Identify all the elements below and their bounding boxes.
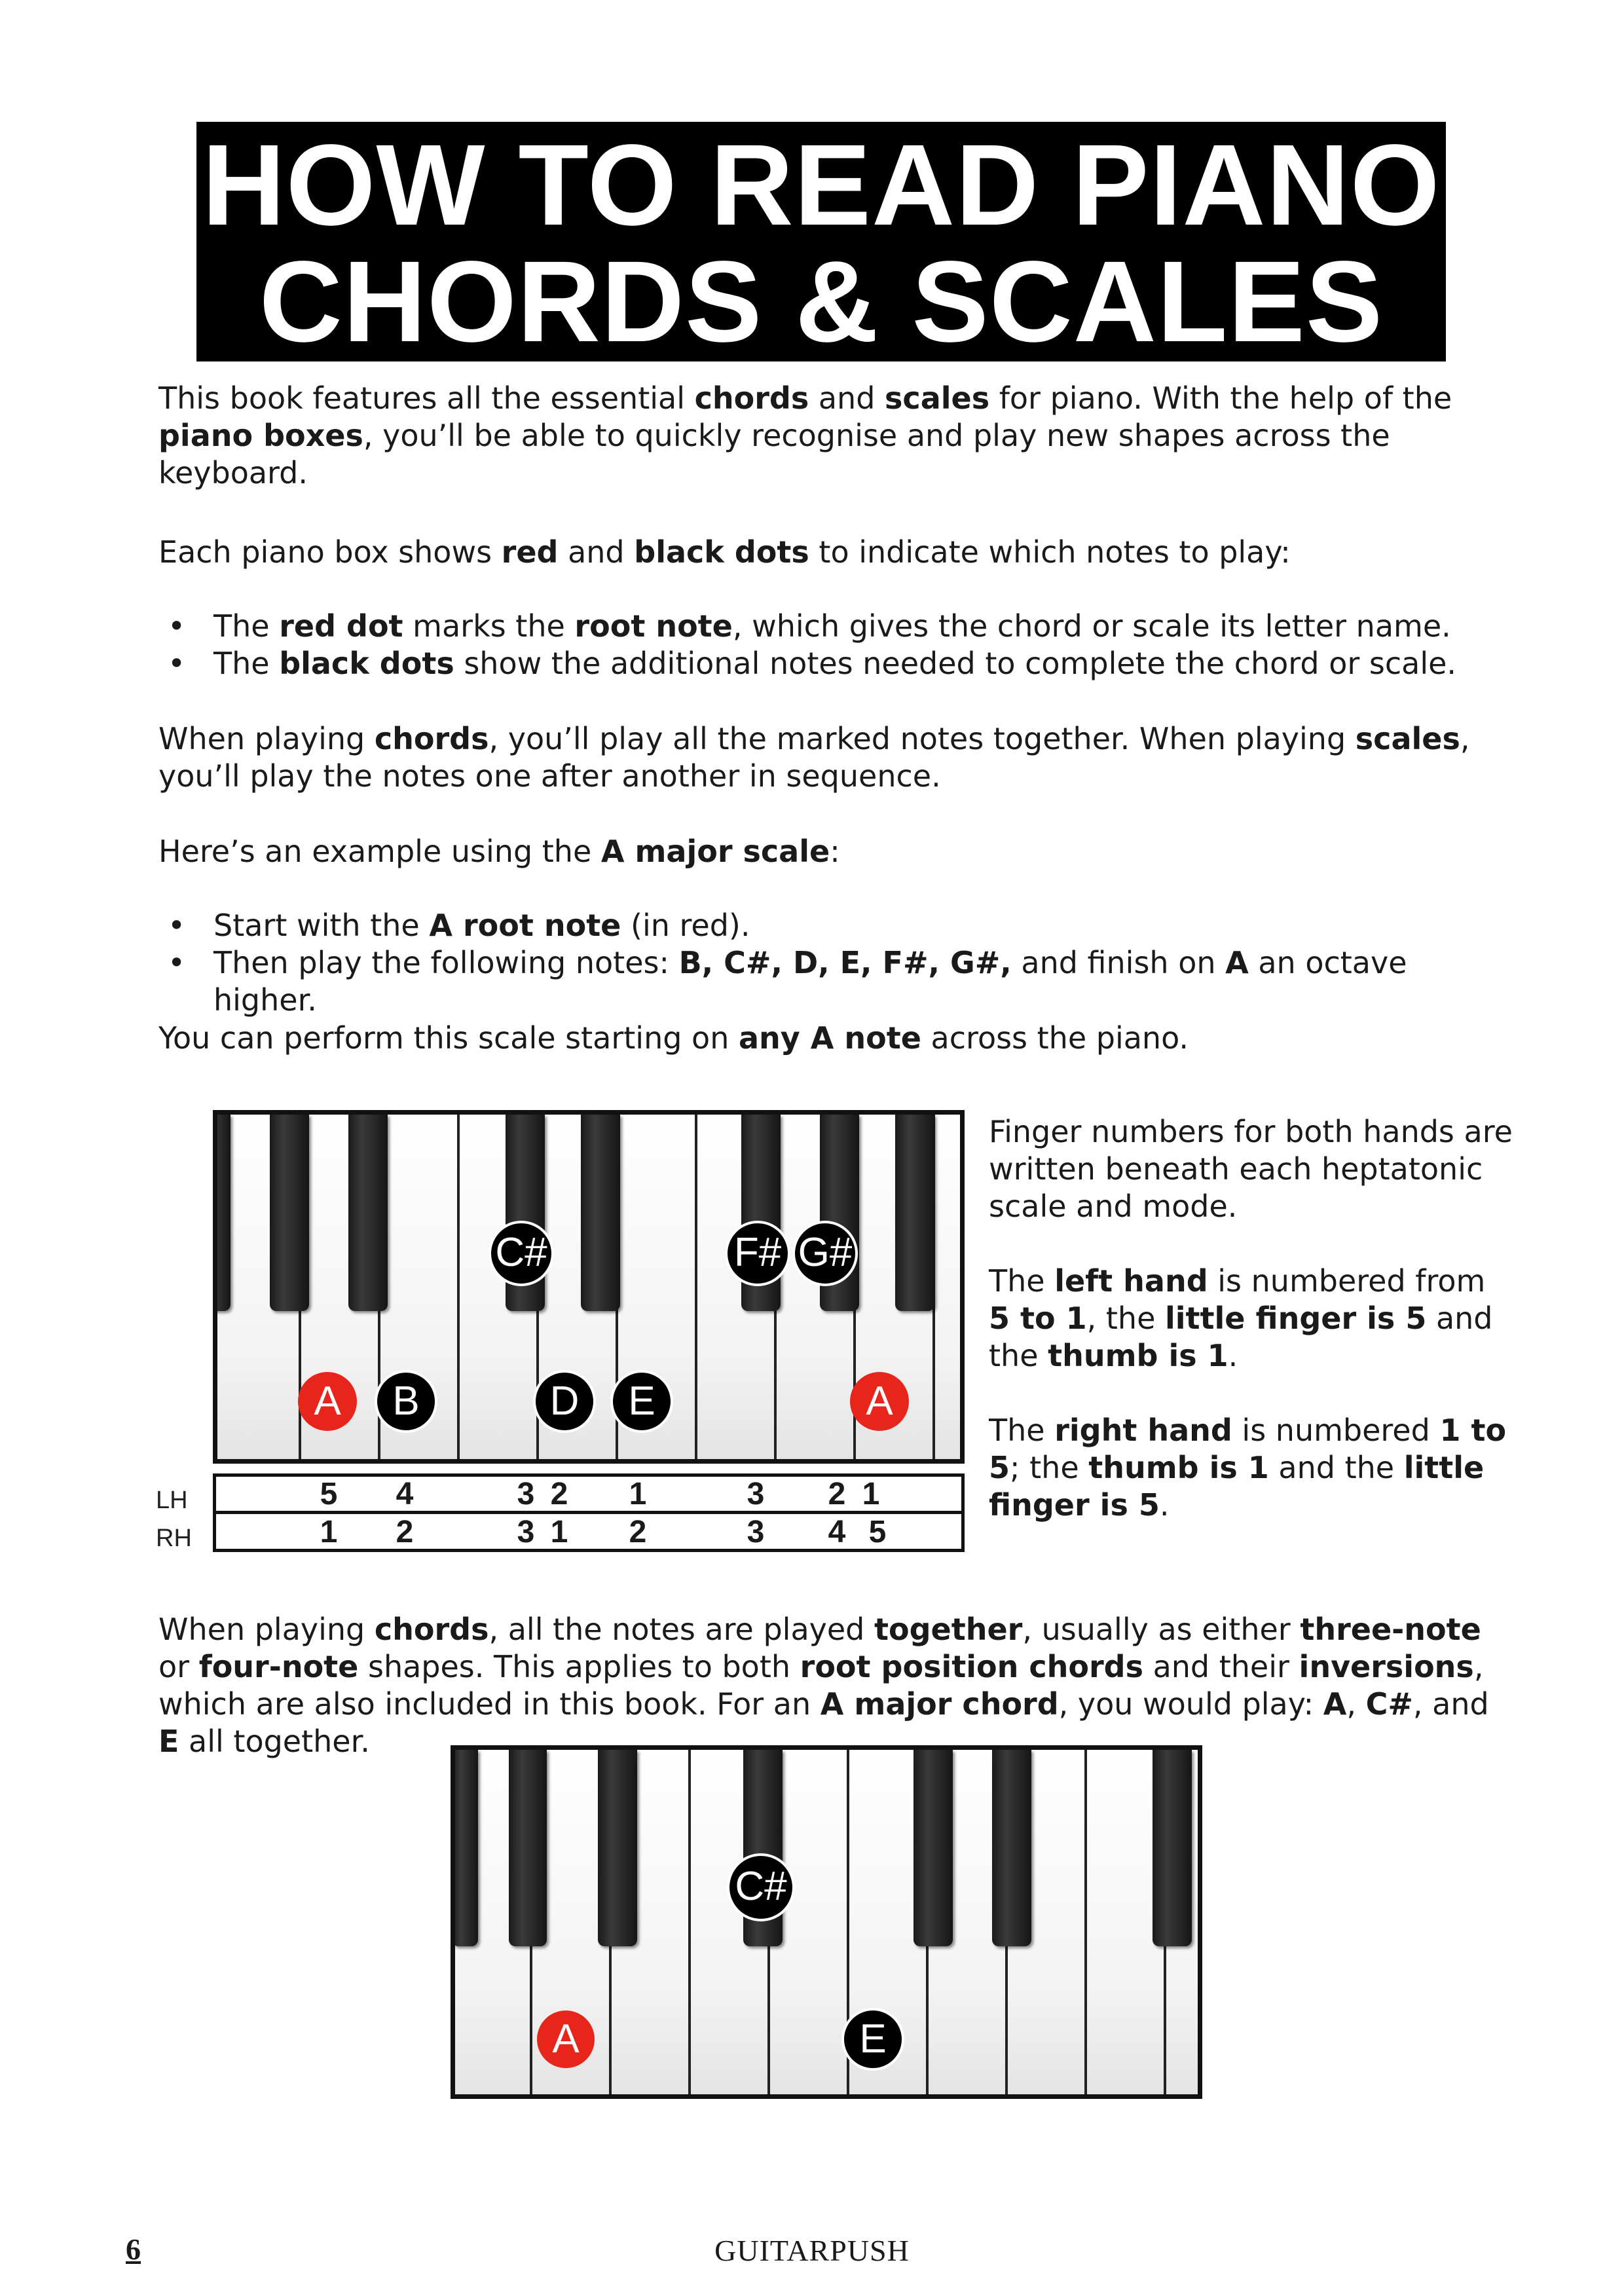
black-key xyxy=(213,1115,231,1311)
white-key xyxy=(935,1115,965,1459)
chord-paragraph: When playing chords, all the notes are played together, usually as either three-note or four-note shapes. This applies to both root position chords and their inversions, which are also included in this book. For an A major chord, you would play: A, C#, and E all together. xyxy=(158,1612,1489,1759)
footer-brand: GUITARPUSH xyxy=(714,2234,910,2267)
title-line-1: HOW TO READ PIANO xyxy=(202,121,1441,250)
intro-section xyxy=(158,380,1507,492)
note-dot-e: E xyxy=(841,2008,904,2071)
lh-finger: 4 xyxy=(396,1477,414,1511)
black-key xyxy=(992,1750,1031,1946)
lh-finger: 3 xyxy=(517,1477,535,1511)
title-line-2: CHORDS & SCALES xyxy=(259,238,1384,366)
lh-finger: 2 xyxy=(828,1477,846,1511)
finger-info-text xyxy=(989,1113,1513,1225)
rh-finger: 2 xyxy=(629,1515,647,1549)
intro-paragraph: This book features all the essential chords and scales for piano. With the help of the piano boxes, you’ll be able to quickly recognise and play new shapes across the keyboard. xyxy=(158,380,1452,491)
list-item: • The red dot marks the root note, which gives the chord or scale its letter name. xyxy=(158,608,1507,645)
chord-piano-diagram xyxy=(451,1745,1202,2099)
page-number: 6 xyxy=(126,2232,141,2266)
example-bullet-list xyxy=(158,907,1507,1019)
note-dot-f-sharp: F# xyxy=(725,1221,790,1286)
rh-finger: 3 xyxy=(517,1515,535,1549)
black-key xyxy=(270,1115,309,1311)
note-dot-c-sharp: C# xyxy=(727,1853,795,1921)
lh-label: LH xyxy=(156,1487,188,1514)
chords-scales-paragraph: When playing chords, you’ll play all the marked notes together. When playing scales, you’ll play the notes one after another in sequence. xyxy=(158,721,1470,794)
example-paragraph: Here’s an example using the A major scale: xyxy=(158,834,840,869)
lh-finger: 5 xyxy=(320,1477,338,1511)
rh-finger: 5 xyxy=(868,1515,887,1549)
root-dot-a: A xyxy=(537,2010,595,2068)
scale-piano-diagram xyxy=(213,1110,965,1464)
rh-finger: 1 xyxy=(320,1515,338,1549)
list-item: • Then play the following notes: B, C#, D, E, F#, G#, and finish on A an octave higher. xyxy=(158,944,1507,1019)
lh-finger: 2 xyxy=(550,1477,568,1511)
note-dot-b: B xyxy=(375,1370,437,1433)
rh-finger: 1 xyxy=(550,1515,568,1549)
black-key xyxy=(509,1750,547,1946)
list-item: • Start with the A root note (in red). xyxy=(158,907,1507,944)
dots-paragraph: Each piano box shows red and black dots to indicate which notes to play: xyxy=(158,534,1291,570)
note-dot-e: E xyxy=(610,1370,673,1433)
rh-finger: 4 xyxy=(828,1515,846,1549)
note-dot-d: D xyxy=(533,1370,596,1433)
finger-info-p1: Finger numbers for both hands are written beneath each heptatonic scale and mode. xyxy=(989,1114,1513,1224)
root-dot-a: A xyxy=(298,1372,357,1431)
list-item: • The black dots show the additional notes needed to complete the chord or scale. xyxy=(158,645,1507,682)
black-key xyxy=(1153,1750,1192,1946)
finger-number-table xyxy=(213,1473,965,1552)
black-key xyxy=(895,1115,934,1311)
rh-finger: 3 xyxy=(747,1515,765,1549)
rh-finger: 2 xyxy=(396,1515,414,1549)
rh-label: RH xyxy=(156,1525,192,1552)
black-key xyxy=(581,1115,620,1311)
lh-finger: 3 xyxy=(747,1477,765,1511)
left-hand-info: The left hand is numbered from 5 to 1, the little finger is 5 and the thumb is 1. xyxy=(989,1263,1493,1373)
any-note-paragraph: You can perform this scale starting on any A note across the piano. xyxy=(158,1020,1189,1056)
dots-bullet-list xyxy=(158,608,1507,682)
black-key xyxy=(452,1750,478,1946)
note-dot-c-sharp: C# xyxy=(489,1221,554,1286)
root-dot-a-octave: A xyxy=(850,1372,909,1431)
right-hand-info: The right hand is numbered 1 to 5; the thumb is 1 and the little finger is 5. xyxy=(989,1413,1507,1523)
page-title xyxy=(196,121,1446,366)
black-key xyxy=(913,1750,953,1946)
lh-finger: 1 xyxy=(629,1477,647,1511)
black-key xyxy=(348,1115,388,1311)
note-dot-g-sharp: G# xyxy=(792,1221,858,1286)
lh-finger: 1 xyxy=(862,1477,880,1511)
black-key xyxy=(598,1750,637,1946)
